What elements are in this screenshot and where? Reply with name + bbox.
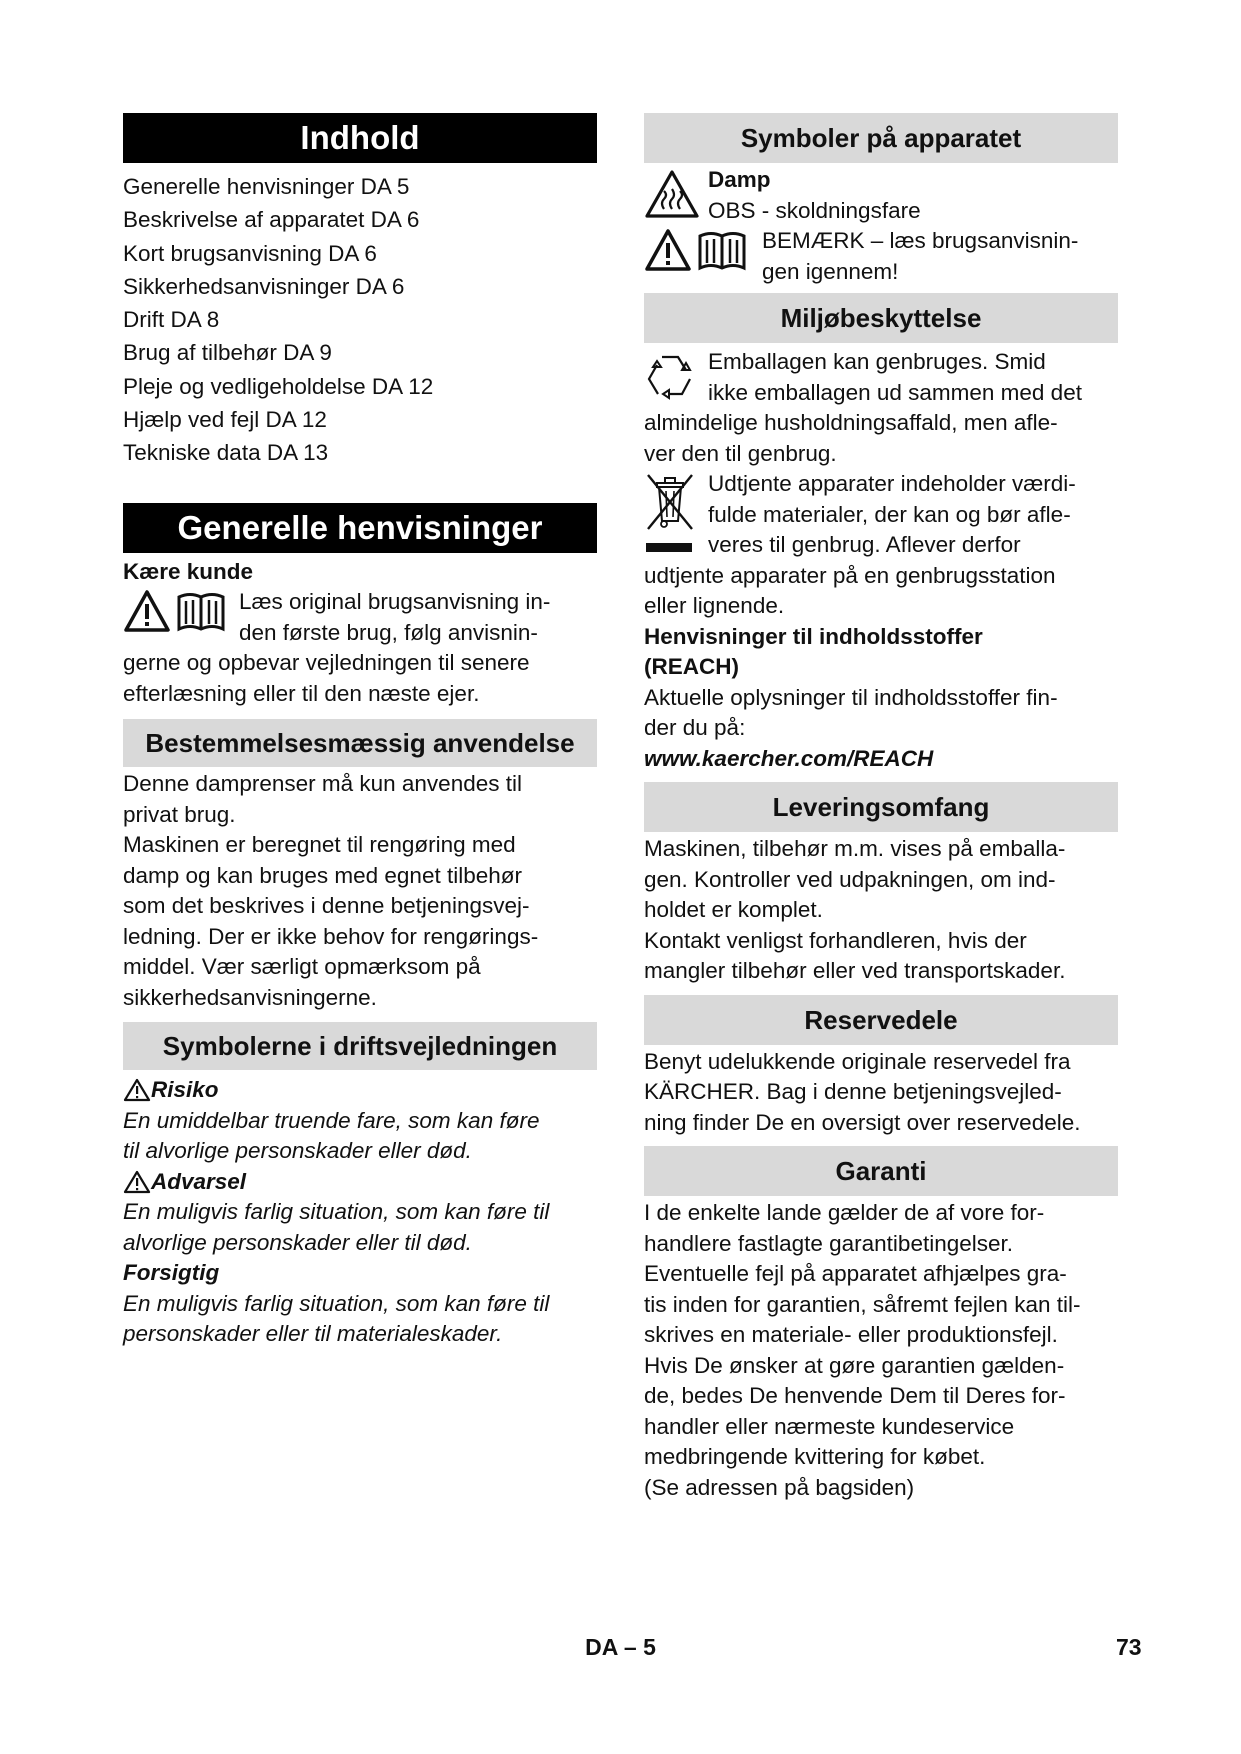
page-number: 73 [1116, 1634, 1142, 1660]
recycle-line: almindelige husholdningsaffald, men afle- [644, 410, 1058, 435]
warning-triangle-icon [123, 589, 171, 633]
toc-item[interactable]: Hjælp ved fejl DA 12 [123, 407, 327, 433]
text-line: I de enkelte lande gælder de af vore for- [644, 1200, 1045, 1225]
steam-hazard-icon [644, 169, 700, 219]
text-line: skrives en materiale- eller produktionsfejl. [644, 1322, 1058, 1347]
toc-item[interactable]: Pleje og vedligeholdelse DA 12 [123, 373, 434, 399]
read-manual-line: efterlæsning eller til den næste ejer. [123, 680, 480, 706]
warranty-heading: Garanti [644, 1146, 1118, 1196]
warning-small-icon [123, 1078, 151, 1102]
note-line: gen igennem! [762, 258, 899, 284]
intended-use-text [123, 769, 597, 1013]
text-line: damp og kan bruges med egnet tilbehør [123, 862, 522, 888]
text-line: Maskinen er beregnet til rengøring med [123, 832, 516, 858]
dear-customer-heading: Kære kunde [123, 558, 254, 584]
text-line: privat brug. [123, 801, 236, 827]
crossed-bin-icon [644, 471, 696, 555]
read-manual-block [123, 587, 597, 648]
intended-use-heading: Bestemmelsesmæssig anvendelse [123, 719, 597, 767]
reach-link[interactable]: www.kaercher.com/REACH [644, 745, 934, 771]
text-line: Maskinen, tilbehør m.m. vises på emballa- [644, 836, 1066, 861]
general-heading: Generelle henvisninger [123, 503, 597, 553]
section-page-label: DA – 5 [585, 1634, 656, 1660]
text-line: personskader eller til materialeskader. [123, 1321, 503, 1347]
text-line: Hvis De ønsker at gøre garantien gælden- [644, 1352, 1065, 1378]
recycle-line: Emballagen kan genbruges. Smid [708, 349, 1046, 374]
warning-label: Advarsel [151, 1168, 247, 1194]
toc-item[interactable]: Kort brugsanvisning DA 6 [123, 240, 377, 266]
toc-item[interactable]: Brug af tilbehør DA 9 [123, 340, 332, 366]
toc-item[interactable]: Drift DA 8 [123, 307, 220, 333]
text-line: Eventuelle fejl på apparatet afhjælpes gra- [644, 1261, 1067, 1286]
reach-heading: Henvisninger til indholdsstoffer [644, 623, 983, 649]
text-line: tis inden for garantien, såfremt fejlen kan til- [644, 1291, 1081, 1317]
reach-line: der du på: [644, 715, 746, 740]
spare-parts-heading: Reservedele [644, 995, 1118, 1045]
weee-line: veres til genbrug. Aflever derfor [708, 532, 1021, 557]
recycle-line: ver den til genbrug. [644, 440, 837, 466]
read-manual-line: den første brug, følg anvisnin- [239, 619, 538, 645]
text-line: middel. Vær særligt opmærksom på [123, 954, 481, 980]
caution-label: Forsigtig [123, 1260, 220, 1286]
read-manual-line: gerne og opbevar vejledningen til senere [123, 650, 530, 676]
toc-item[interactable]: Beskrivelse af apparatet DA 6 [123, 207, 420, 233]
weee-line: udtjente apparater på en genbrugsstation [644, 562, 1056, 588]
steam-block [644, 165, 1118, 226]
manual-symbols-text [123, 1075, 597, 1350]
text-line: (Se adressen på bagsiden) [644, 1474, 915, 1500]
text-line: de, bedes De henvende Dem til Deres for- [644, 1383, 1066, 1408]
text-line: medbringende kvittering for købet. [644, 1444, 986, 1469]
reach-heading: (REACH) [644, 654, 739, 679]
text-line: handler eller nærmeste kundeservice [644, 1413, 1015, 1439]
note-line: BEMÆRK – læs brugsanvisnin- [762, 228, 1079, 253]
text-line: mangler tilbehør eller ved transportskader. [644, 958, 1066, 983]
toc-item[interactable]: Generelle henvisninger DA 5 [123, 174, 410, 199]
text-line: gen. Kontroller ved udpakningen, om ind- [644, 866, 1056, 892]
left-column [123, 113, 597, 1350]
text-line: En muligvis farlig situation, som kan føre til [123, 1199, 550, 1225]
text-line: En umiddelbar truende fare, som kan føre [123, 1107, 540, 1133]
text-line: handlere fastlagte garantibetingelser. [644, 1230, 1014, 1256]
text-line: Benyt udelukkende originale reservedel fra [644, 1048, 1071, 1074]
recycle-icon [644, 351, 696, 401]
manual-symbols-heading: Symbolerne i driftsvejledningen [123, 1022, 597, 1070]
weee-line: Udtjente apparater indeholder værdi- [708, 471, 1076, 496]
table-of-contents [123, 170, 597, 470]
toc-item[interactable]: Tekniske data DA 13 [123, 440, 329, 466]
text-line: Kontakt venligst forhandleren, hvis der [644, 927, 1027, 953]
text-line: alvorlige personskader eller til død. [123, 1229, 472, 1255]
warranty-text [644, 1198, 1118, 1503]
spare-parts-text [644, 1047, 1118, 1139]
manual-book-icon [695, 228, 749, 272]
warning-small-icon [123, 1170, 151, 1194]
toc-item[interactable]: Sikkerhedsanvisninger DA 6 [123, 273, 405, 299]
weee-line: eller lignende. [644, 593, 785, 618]
steam-text: OBS - skoldningsfare [708, 197, 921, 223]
text-line: KÄRCHER. Bag i denne betjeningsvejled- [644, 1079, 1062, 1104]
delivery-heading: Leveringsomfang [644, 782, 1118, 832]
environment-heading: Miljøbeskyttelse [644, 293, 1118, 343]
text-line: til alvorlige personskader eller død. [123, 1138, 472, 1164]
read-manual-line: Læs original brugsanvisning in- [239, 589, 551, 615]
recycle-block [644, 347, 1118, 408]
weee-block [644, 469, 1118, 561]
note-block [644, 226, 1118, 287]
recycle-line: ikke emballagen ud sammen med det [708, 379, 1082, 405]
manual-book-icon [174, 589, 228, 633]
text-line: ledning. Der er ikke behov for rengørings- [123, 923, 539, 949]
reach-line: Aktuelle oplysninger til indholdsstoffer fin- [644, 684, 1058, 710]
text-line: som det beskrives i denne betjeningsvej- [123, 893, 530, 919]
text-line: holdet er komplet. [644, 897, 823, 922]
toc-heading: Indhold [123, 113, 597, 163]
warning-triangle-icon [644, 228, 692, 272]
device-symbols-heading: Symboler på apparatet [644, 113, 1118, 163]
steam-label: Damp [708, 167, 771, 192]
text-line: sikkerhedsanvisningerne. [123, 984, 377, 1010]
weee-line: fulde materialer, der kan og bør afle- [708, 501, 1071, 527]
text-line: En muligvis farlig situation, som kan føre til [123, 1290, 550, 1316]
text-line: Denne damprenser må kun anvendes til [123, 771, 522, 797]
right-column [644, 113, 1118, 1503]
text-line: ning finder De en oversigt over reservedele. [644, 1109, 1081, 1135]
delivery-text [644, 834, 1118, 987]
risk-label: Risiko [151, 1077, 219, 1103]
